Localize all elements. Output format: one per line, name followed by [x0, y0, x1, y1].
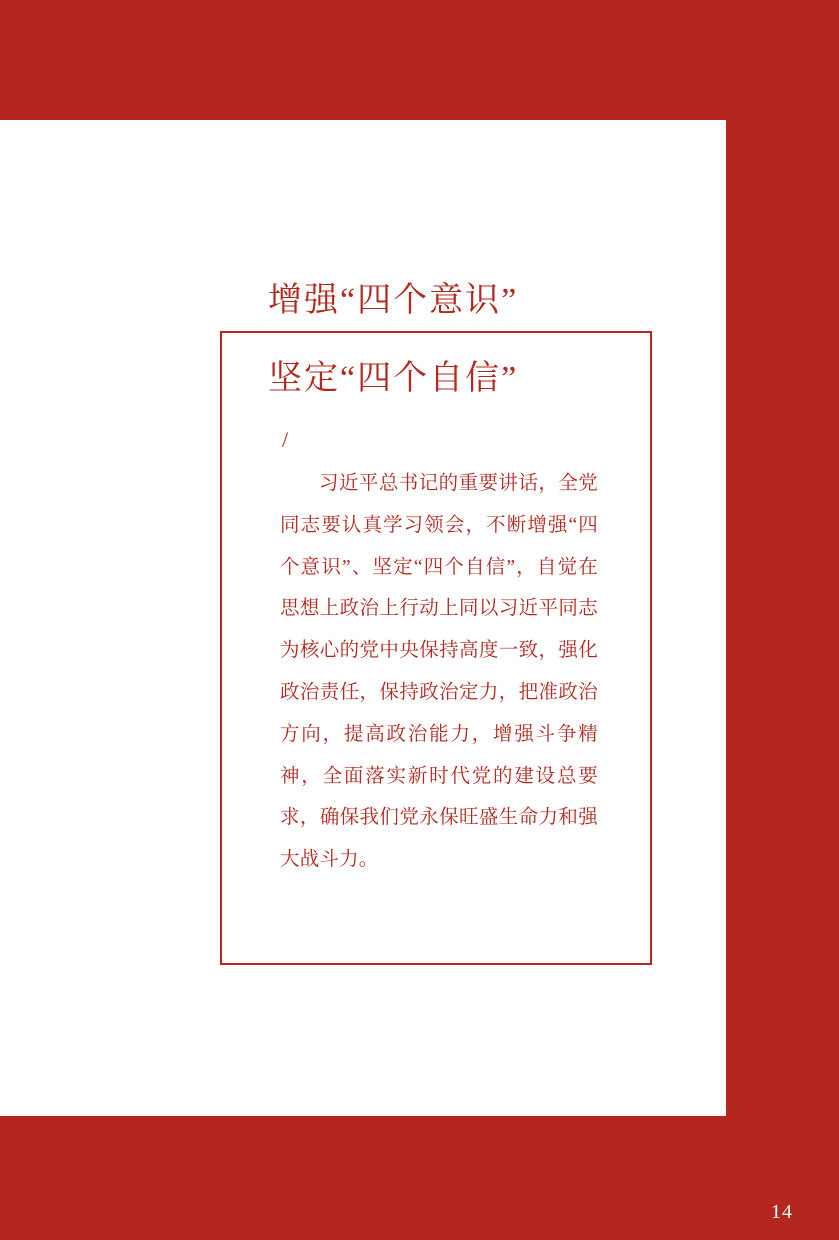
heading-line-2: 坚定“四个自信”	[268, 360, 519, 397]
quote-body-text: 习近平总书记的重要讲话，全党同志要认真学习领会，不断增强“四个意识”、坚定“四个自信”，自觉在思想上政治上行动上同以习近平同志为核心的党中央保持高度一致，强化政治责任，保持政治定力，把准政治方向，提高政治能力，增强斗争精神，全面落实新时代党的建设总要求，确保我们党永保旺盛生命力和强大战斗力。	[280, 473, 598, 871]
heading-line-1: 增强“四个意识”	[268, 282, 519, 319]
quote-marker: /	[282, 427, 289, 452]
page-number: 14	[771, 1201, 793, 1223]
